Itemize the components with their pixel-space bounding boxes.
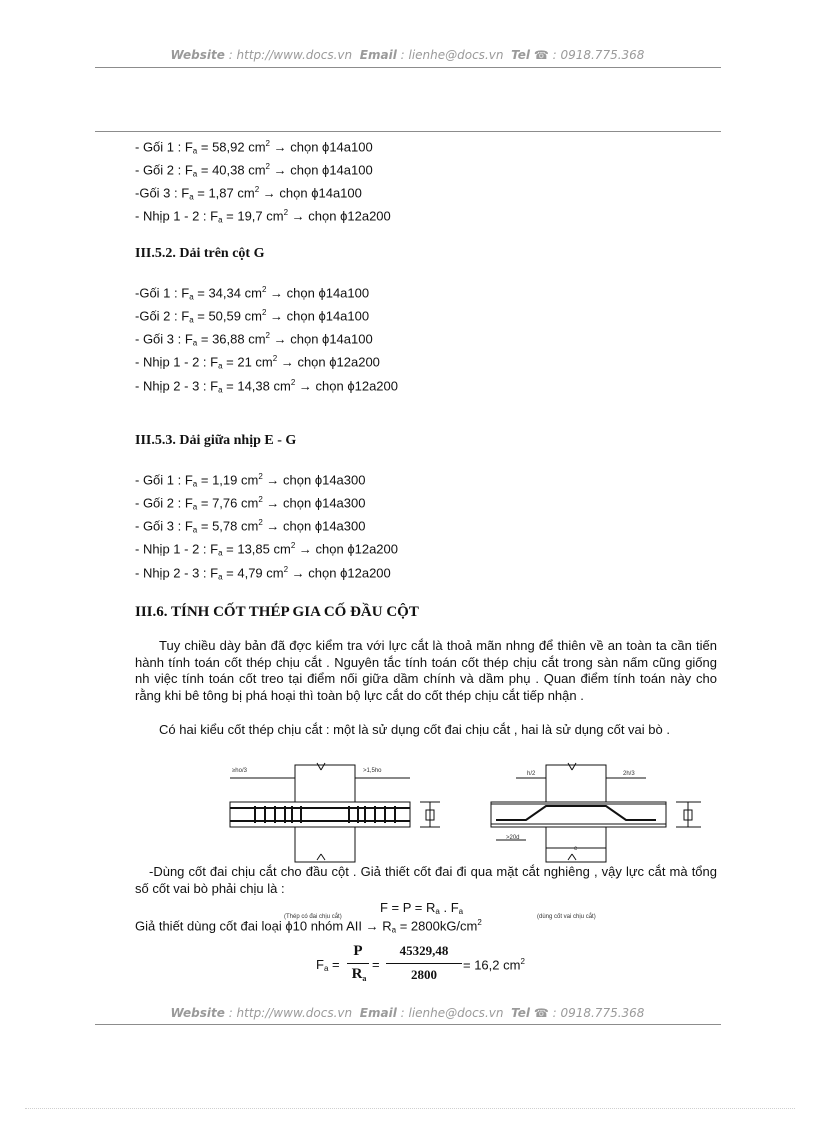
formula-eq: =	[372, 957, 380, 972]
email-value[interactable]: lienhe@docs.vn	[408, 48, 504, 62]
footer-website-label: Website	[170, 1006, 225, 1020]
rebar-line: - Gối 3 : $F_a = 5,78$ $cm^2$ → chọn ϕ14a300	[135, 518, 366, 535]
phi-symbol: ϕ	[347, 378, 355, 394]
label-right-c: >20d	[506, 835, 520, 841]
phi-symbol: ϕ	[318, 308, 326, 324]
tel-label: Tel	[511, 48, 530, 62]
header-rule	[95, 67, 721, 68]
rebar-line: - Nhịp 1 - 2 : $F_a = 19,7$ $cm^2$ → chọn ϕ12a200	[135, 208, 391, 225]
footer-tel-value: : 0918.775.368	[548, 1006, 645, 1020]
page-bottom-dotted-line	[25, 1108, 795, 1109]
content-top-rule	[95, 131, 721, 132]
rebar-line: -Gối 2 : $F_a = 50,59$ $cm^2$ → chọn ϕ14a100	[135, 308, 370, 325]
rebar-line: - Gối 2 : $F_a = 40,38$ $cm^2$ → chọn ϕ14a100	[135, 162, 373, 179]
rebar-line: - Nhịp 2 - 3 : $F_a = 14,38$ $cm^2$ → chọn ϕ12a200	[135, 378, 398, 395]
label-right-b: 2h/3	[623, 771, 635, 777]
arrow-icon: →	[291, 565, 305, 581]
phi-symbol: ϕ	[314, 518, 323, 534]
rebar-line: -Gối 3 : $F_a = 1,87$ $cm^2$ → chọn ϕ14a100	[135, 185, 362, 202]
footer-rule	[95, 1024, 721, 1025]
footer-tel-label: Tel	[511, 1006, 530, 1020]
formula-assumption: Giả thiết dùng cốt đai loại ϕ10 nhóm AII → $Ra = 2800kG/cm^2$	[135, 918, 482, 935]
rebar-line: - Gối 1 : $F_a = 58,92$ $cm^2$ → chọn ϕ14a100	[135, 139, 373, 156]
phi-symbol: ϕ	[340, 565, 348, 581]
email-label: Email	[359, 48, 397, 62]
website-label: Website	[170, 48, 225, 62]
label-right-a: h/2	[527, 771, 536, 777]
fraction2-numerator: 45329,48	[399, 943, 449, 958]
phi-symbol: ϕ	[322, 331, 330, 347]
phi-symbol: ϕ	[322, 139, 330, 155]
label-right-d: c	[574, 846, 577, 852]
phi-symbol: ϕ	[314, 472, 323, 488]
footer-email-label: Email	[359, 1006, 397, 1020]
fraction2-bar	[386, 963, 462, 964]
arrow-icon: →	[266, 495, 280, 511]
tel-value: : 0918.775.368	[548, 48, 645, 62]
label-left-a: ≥ho/3	[232, 768, 247, 774]
rebar-line: - Nhịp 2 - 3 : $F_a = 4,79$ $cm^2$ → chọn ϕ12a200	[135, 565, 391, 582]
phi-symbol: ϕ	[322, 162, 330, 178]
paragraph-intro: Tuy chiều dày bản đã đợc kiểm tra với lực cắt là thoả mãn nhng để thiên về an toàn ta cần tiến hành tính toán cốt thép chịu cắt . Nguyên tắc tính toán cốt thép chịu cắt trong sàn nấm cũng giống nh việc tính toán cốt treo tại điểm nối giữa dầm chính và dầm phụ . Quan điểm tính toán này cho rằng khi bê tông bị phá hoại thì toàn bộ lực cắt do cốt thép chịu cắt tiếp nhận .	[135, 638, 717, 703]
arrow-icon: →	[273, 331, 287, 347]
fraction1-denominator: $R_a$	[351, 966, 367, 983]
arrow-icon: →	[365, 918, 379, 934]
phi-symbol: ϕ	[318, 285, 326, 301]
footer-phone-icon: ☎	[533, 1006, 549, 1020]
arrow-icon: →	[273, 162, 287, 178]
phi-symbol: ϕ	[329, 354, 337, 370]
label-left-b: >1,5ho	[363, 768, 382, 774]
arrow-icon: →	[266, 472, 280, 488]
rebar-line: - Gối 3 : $F_a = 36,88$ $cm^2$ → chọn ϕ14a100	[135, 331, 373, 348]
phi-symbol: ϕ	[340, 208, 348, 224]
section-g-title: III.5.2. Dải trên cột G	[135, 246, 265, 261]
paragraph-types: Có hai kiểu cốt thép chịu cắt : một là sử dụng cốt đai chịu cắt , hai là sử dụng cốt vai bò .	[159, 722, 670, 737]
arrow-icon: →	[298, 378, 312, 394]
fraction2-denominator: 2800	[411, 967, 437, 982]
formula-fa-label: Fa =	[316, 957, 340, 973]
stirrup-diagram	[225, 760, 450, 865]
arrow-icon: →	[270, 308, 284, 324]
phi-symbol: ϕ	[314, 495, 323, 511]
arrow-icon: →	[291, 208, 305, 224]
footer-website-url[interactable]: http://www.docs.vn	[236, 1006, 353, 1020]
rebar-line: - Nhịp 1 - 2 : $F_a = 13,85$ $cm^2$ → chọn ϕ12a200	[135, 541, 398, 558]
phi-symbol: ϕ	[347, 541, 355, 557]
arrow-icon: →	[280, 354, 294, 370]
phi-symbol: ϕ	[285, 918, 293, 934]
arrow-icon: →	[298, 541, 312, 557]
rebar-line: - Gối 1 : $F_a = 1,19$ $cm^2$ → chọn ϕ14a300	[135, 472, 366, 489]
page-header: Website : http://www.docs.vn Email : lienhe@docs.vn Tel ☎ : 0918.775.368	[170, 48, 645, 62]
website-url[interactable]: http://www.docs.vn	[236, 48, 353, 62]
footer-email-value[interactable]: lienhe@docs.vn	[408, 1006, 504, 1020]
phi-symbol: ϕ	[311, 185, 319, 201]
tiny-note-left: (Thép có đai chịu cắt)	[284, 914, 342, 920]
arrow-icon: →	[270, 285, 284, 301]
rebar-line: - Nhịp 1 - 2 : $F_a = 21$ $cm^2$ → chọn ϕ12a200	[135, 354, 380, 371]
paragraph-stirrup: -Dùng cốt đai chịu cắt cho đầu cột . Giả thiết cốt đai đi qua mặt cắt nghiêng , vậy lực cắt mà tổng số cốt vai bò phải chịu là :	[135, 864, 717, 896]
fraction1-bar	[347, 963, 369, 964]
bent-bar-diagram	[486, 760, 711, 865]
section-iii6-title: III.6. TÍNH CỐT THÉP GIA CỐ ĐẦU CỘT	[135, 604, 419, 620]
tiny-note-right: (dùng cốt vai chịu cắt)	[537, 914, 596, 920]
arrow-icon: →	[266, 518, 280, 534]
rebar-line: -Gối 1 : $F_a = 34,34$ $cm^2$ → chọn ϕ14a100	[135, 285, 370, 302]
formula-result: = 16,2 $cm^2$	[463, 957, 525, 973]
formula-force: $F = P = R_a$ . Fa	[380, 900, 464, 916]
fraction1-numerator: P	[353, 943, 363, 959]
arrow-icon: →	[262, 185, 276, 201]
phone-icon: ☎	[533, 48, 549, 62]
page-footer: Website : http://www.docs.vn Email : lienhe@docs.vn Tel ☎ : 0918.775.368	[170, 1006, 645, 1020]
section-eg-title: III.5.3. Dải giữa nhịp E - G	[135, 433, 297, 448]
rebar-line: - Gối 2 : $F_a = 7,76$ $cm^2$ → chọn ϕ14a300	[135, 495, 366, 512]
arrow-icon: →	[273, 139, 287, 155]
